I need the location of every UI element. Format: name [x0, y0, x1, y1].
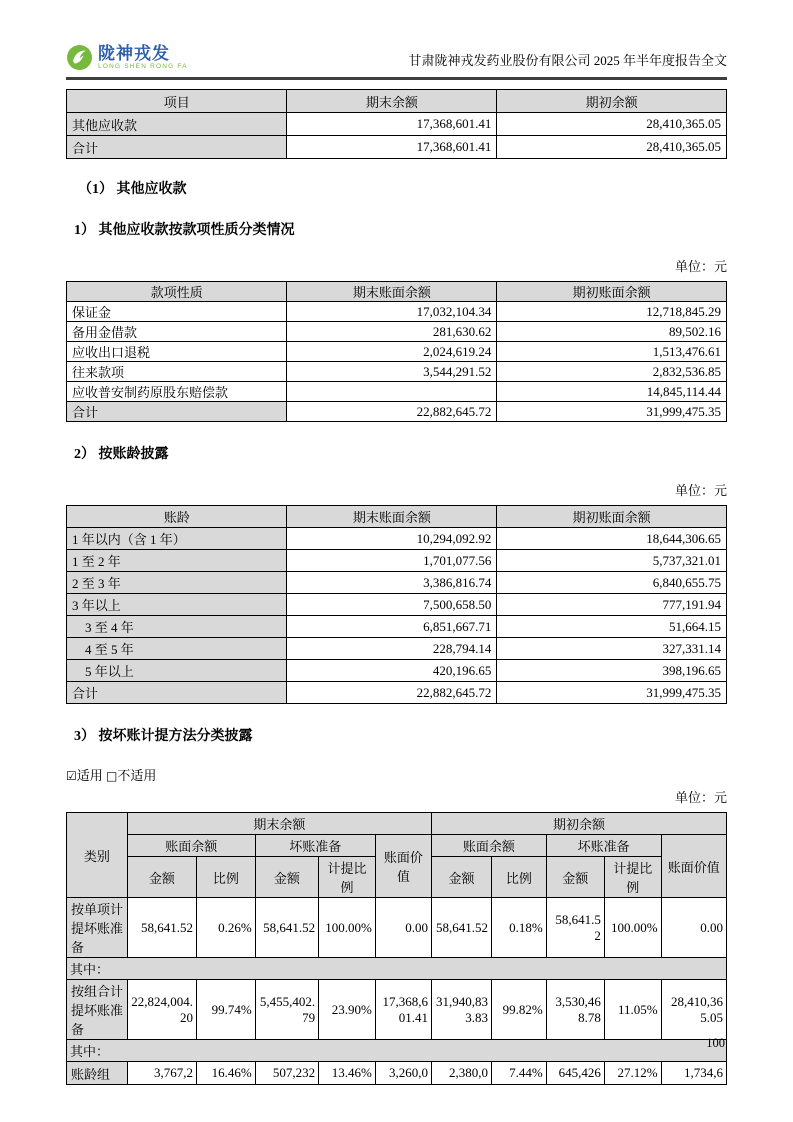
row-label-cell: 账龄组 [67, 1062, 128, 1085]
aging-col-end: 期末账面余额 [287, 506, 497, 528]
value-cell: 99.74% [197, 980, 256, 1040]
row-label-cell: 按单项计提坏账准备 [67, 898, 128, 958]
row-label-cell: 合计 [67, 682, 287, 704]
begin-balance-cell: 51,664.15 [497, 616, 727, 638]
row-label-cell: 备用金借款 [67, 322, 287, 342]
begin-balance-cell: 28,410,365.05 [497, 136, 727, 159]
value-cell: 507,232 [255, 1062, 318, 1085]
end-balance-cell: 17,368,601.41 [287, 113, 497, 136]
nature-classification-table [66, 281, 727, 422]
subsection-heading-aging: 2） 按账龄披露 [74, 447, 169, 462]
value-cell: 99.82% [492, 980, 547, 1040]
value-cell: 11.05% [604, 980, 661, 1040]
page-number: 100 [706, 1036, 725, 1050]
summary-table [66, 89, 727, 159]
divider-label-cell: 其中： [67, 1040, 727, 1062]
page-header [66, 0, 727, 71]
begin-balance-cell: 6,840,655.75 [497, 572, 727, 594]
brand-text [98, 45, 188, 71]
end-balance-cell: 3,544,291.52 [287, 362, 497, 382]
method-col-ratio-begin: 比例 [492, 857, 547, 898]
end-balance-cell: 228,794.14 [287, 638, 497, 660]
row-label-cell: 4 至 5 年 [67, 638, 287, 660]
unchecked-checkbox-icon: □ [106, 769, 118, 783]
value-cell: 0.18% [492, 898, 547, 958]
method-col-prov-amount-begin: 金额 [546, 857, 604, 898]
table-row [67, 113, 727, 136]
value-cell: 58,641.52 [255, 898, 318, 958]
checked-checkbox-icon: ☑ [66, 769, 77, 783]
value-cell: 0.00 [375, 898, 431, 958]
begin-balance-cell: 2,832,536.85 [497, 362, 727, 382]
end-balance-cell: 10,294,092.92 [287, 528, 497, 550]
header-rule [66, 77, 727, 80]
brand-subtitle: LONG SHEN RONG FA [98, 62, 188, 70]
aging-col-begin: 期初账面余额 [497, 506, 727, 528]
begin-balance-cell: 777,191.94 [497, 594, 727, 616]
begin-balance-cell: 31,999,475.35 [497, 402, 727, 422]
row-label-cell: 5 年以上 [67, 660, 287, 682]
row-label-cell: 应收普安制药原股东赔偿款 [67, 382, 287, 402]
end-balance-cell [287, 382, 497, 402]
row-label-cell: 其他应收款 [67, 113, 287, 136]
begin-balance-cell: 18,644,306.65 [497, 528, 727, 550]
method-col-amount-end: 金额 [127, 857, 196, 898]
section-heading-other-receivables: （1） 其他应收款 [78, 182, 187, 197]
value-cell: 13.46% [319, 1062, 376, 1085]
value-cell: 7.44% [492, 1062, 547, 1085]
aging-header-row [67, 506, 727, 528]
begin-balance-cell: 12,718,845.29 [497, 302, 727, 322]
value-cell: 0.00 [661, 898, 726, 958]
table-row [67, 638, 727, 660]
begin-balance-cell: 5,737,321.01 [497, 550, 727, 572]
table-row [67, 550, 727, 572]
method-col-provision-end: 坏账准备 [255, 835, 375, 857]
row-label-cell: 合计 [67, 136, 287, 159]
end-balance-cell: 17,368,601.41 [287, 136, 497, 159]
value-cell: 22,824,004.20 [127, 980, 196, 1040]
divider-label-cell: 其中： [67, 958, 727, 980]
method-col-prov-amount-end: 金额 [255, 857, 318, 898]
nature-col-begin: 期初账面余额 [497, 282, 727, 302]
table-row-divider [67, 958, 727, 980]
end-balance-cell: 2,024,619.24 [287, 342, 497, 362]
method-col-book-value-end: 账面价值 [375, 835, 431, 898]
summary-header-row [67, 90, 727, 113]
aging-table [66, 505, 727, 704]
begin-balance-cell: 14,845,114.44 [497, 382, 727, 402]
method-col-begin-balance: 期初余额 [431, 813, 726, 835]
row-label-cell: 往来款项 [67, 362, 287, 382]
table-row-divider [67, 1040, 727, 1062]
row-label-cell: 按组合计提坏账准备 [67, 980, 128, 1040]
begin-balance-cell: 398,196.65 [497, 660, 727, 682]
applicable-label: 适用 [76, 768, 103, 783]
company-logo [66, 44, 188, 71]
subsection-heading-bad-debt-method: 3） 按坏账计提方法分类披露 [74, 729, 253, 744]
table-row [67, 594, 727, 616]
method-col-amount-begin: 金额 [431, 857, 491, 898]
method-col-prov-ratio-begin: 计提比例 [604, 857, 661, 898]
value-cell: 100.00% [604, 898, 661, 958]
value-cell: 27.12% [604, 1062, 661, 1085]
end-balance-cell: 420,196.65 [287, 660, 497, 682]
row-label-cell: 保证金 [67, 302, 287, 322]
table-row [67, 616, 727, 638]
begin-balance-cell: 1,513,476.61 [497, 342, 727, 362]
aging-col-age: 账龄 [67, 506, 287, 528]
method-col-end-balance: 期末余额 [127, 813, 431, 835]
end-balance-cell: 1,701,077.56 [287, 550, 497, 572]
table-row [67, 660, 727, 682]
value-cell: 58,641.52 [127, 898, 196, 958]
table-row-portfolio-provision [67, 980, 727, 1040]
report-title: 甘肃陇神戎发药业股份有限公司 2025 年半年度报告全文 [408, 53, 727, 68]
value-cell: 58,641.52 [546, 898, 604, 958]
table-row [67, 302, 727, 322]
value-cell: 3,530,468.78 [546, 980, 604, 1040]
not-applicable-label: 不适用 [117, 768, 157, 783]
summary-col-item: 项目 [67, 90, 287, 113]
end-balance-cell: 6,851,667.71 [287, 616, 497, 638]
value-cell: 5,455,402.79 [255, 980, 318, 1040]
nature-col-kind: 款项性质 [67, 282, 287, 302]
table-row [67, 322, 727, 342]
unit-label-2: 单位：元 [674, 483, 727, 498]
table-row [67, 362, 727, 382]
method-col-provision-begin: 坏账准备 [546, 835, 661, 857]
begin-balance-cell: 31,999,475.35 [497, 682, 727, 704]
table-row-total [67, 136, 727, 159]
table-row [67, 528, 727, 550]
method-col-book-balance-end: 账面余额 [127, 835, 255, 857]
end-balance-cell: 22,882,645.72 [287, 402, 497, 422]
method-col-book-balance-begin: 账面余额 [431, 835, 546, 857]
applicability-line [66, 765, 727, 784]
value-cell: 58,641.52 [431, 898, 491, 958]
value-cell: 2,380,0 [431, 1062, 491, 1085]
subsection-heading-nature: 1） 其他应收款按款项性质分类情况 [74, 223, 295, 238]
nature-header-row [67, 282, 727, 302]
end-balance-cell: 17,032,104.34 [287, 302, 497, 322]
summary-col-end: 期末余额 [287, 90, 497, 113]
row-label-cell: 1 至 2 年 [67, 550, 287, 572]
value-cell: 31,940,833.83 [431, 980, 491, 1040]
value-cell: 3,767,2 [127, 1062, 196, 1085]
begin-balance-cell: 89,502.16 [497, 322, 727, 342]
value-cell: 0.26% [197, 898, 256, 958]
value-cell: 28,410,365.05 [661, 980, 726, 1040]
row-label-cell: 2 至 3 年 [67, 572, 287, 594]
value-cell: 100.00% [319, 898, 376, 958]
table-row [67, 572, 727, 594]
nature-col-end: 期末账面余额 [287, 282, 497, 302]
table-row [67, 342, 727, 362]
row-label-cell: 3 年以上 [67, 594, 287, 616]
unit-label-1: 单位：元 [674, 259, 727, 274]
brand-name: 陇神戎发 [98, 43, 170, 63]
method-header-row-1 [67, 813, 727, 835]
table-row-total [67, 682, 727, 704]
unit-label-3: 单位：元 [674, 790, 727, 805]
method-col-prov-ratio-end: 计提比例 [319, 857, 376, 898]
summary-col-begin: 期初余额 [497, 90, 727, 113]
row-label-cell: 3 至 4 年 [67, 616, 287, 638]
bad-debt-method-table [66, 812, 727, 1085]
row-label-cell: 应收出口退税 [67, 342, 287, 362]
value-cell: 3,260,0 [375, 1062, 431, 1085]
table-row-individual-provision [67, 898, 727, 958]
method-col-category: 类别 [67, 813, 128, 898]
value-cell: 1,734,6 [661, 1062, 726, 1085]
row-label-cell: 1 年以内（含 1 年） [67, 528, 287, 550]
value-cell: 645,426 [546, 1062, 604, 1085]
end-balance-cell: 7,500,658.50 [287, 594, 497, 616]
logo-mark-icon [66, 44, 93, 71]
begin-balance-cell: 28,410,365.05 [497, 113, 727, 136]
end-balance-cell: 22,882,645.72 [287, 682, 497, 704]
value-cell: 17,368,601.41 [375, 980, 431, 1040]
table-row-total [67, 402, 727, 422]
method-header-row-2 [67, 835, 727, 857]
value-cell: 16.46% [197, 1062, 256, 1085]
end-balance-cell: 281,630.62 [287, 322, 497, 342]
row-label-cell: 合计 [67, 402, 287, 422]
method-col-ratio-end: 比例 [197, 857, 256, 898]
end-balance-cell: 3,386,816.74 [287, 572, 497, 594]
method-col-book-value-begin: 账面价值 [661, 835, 726, 898]
table-row-aging-group [67, 1062, 727, 1085]
begin-balance-cell: 327,331.14 [497, 638, 727, 660]
table-row [67, 382, 727, 402]
value-cell: 23.90% [319, 980, 376, 1040]
